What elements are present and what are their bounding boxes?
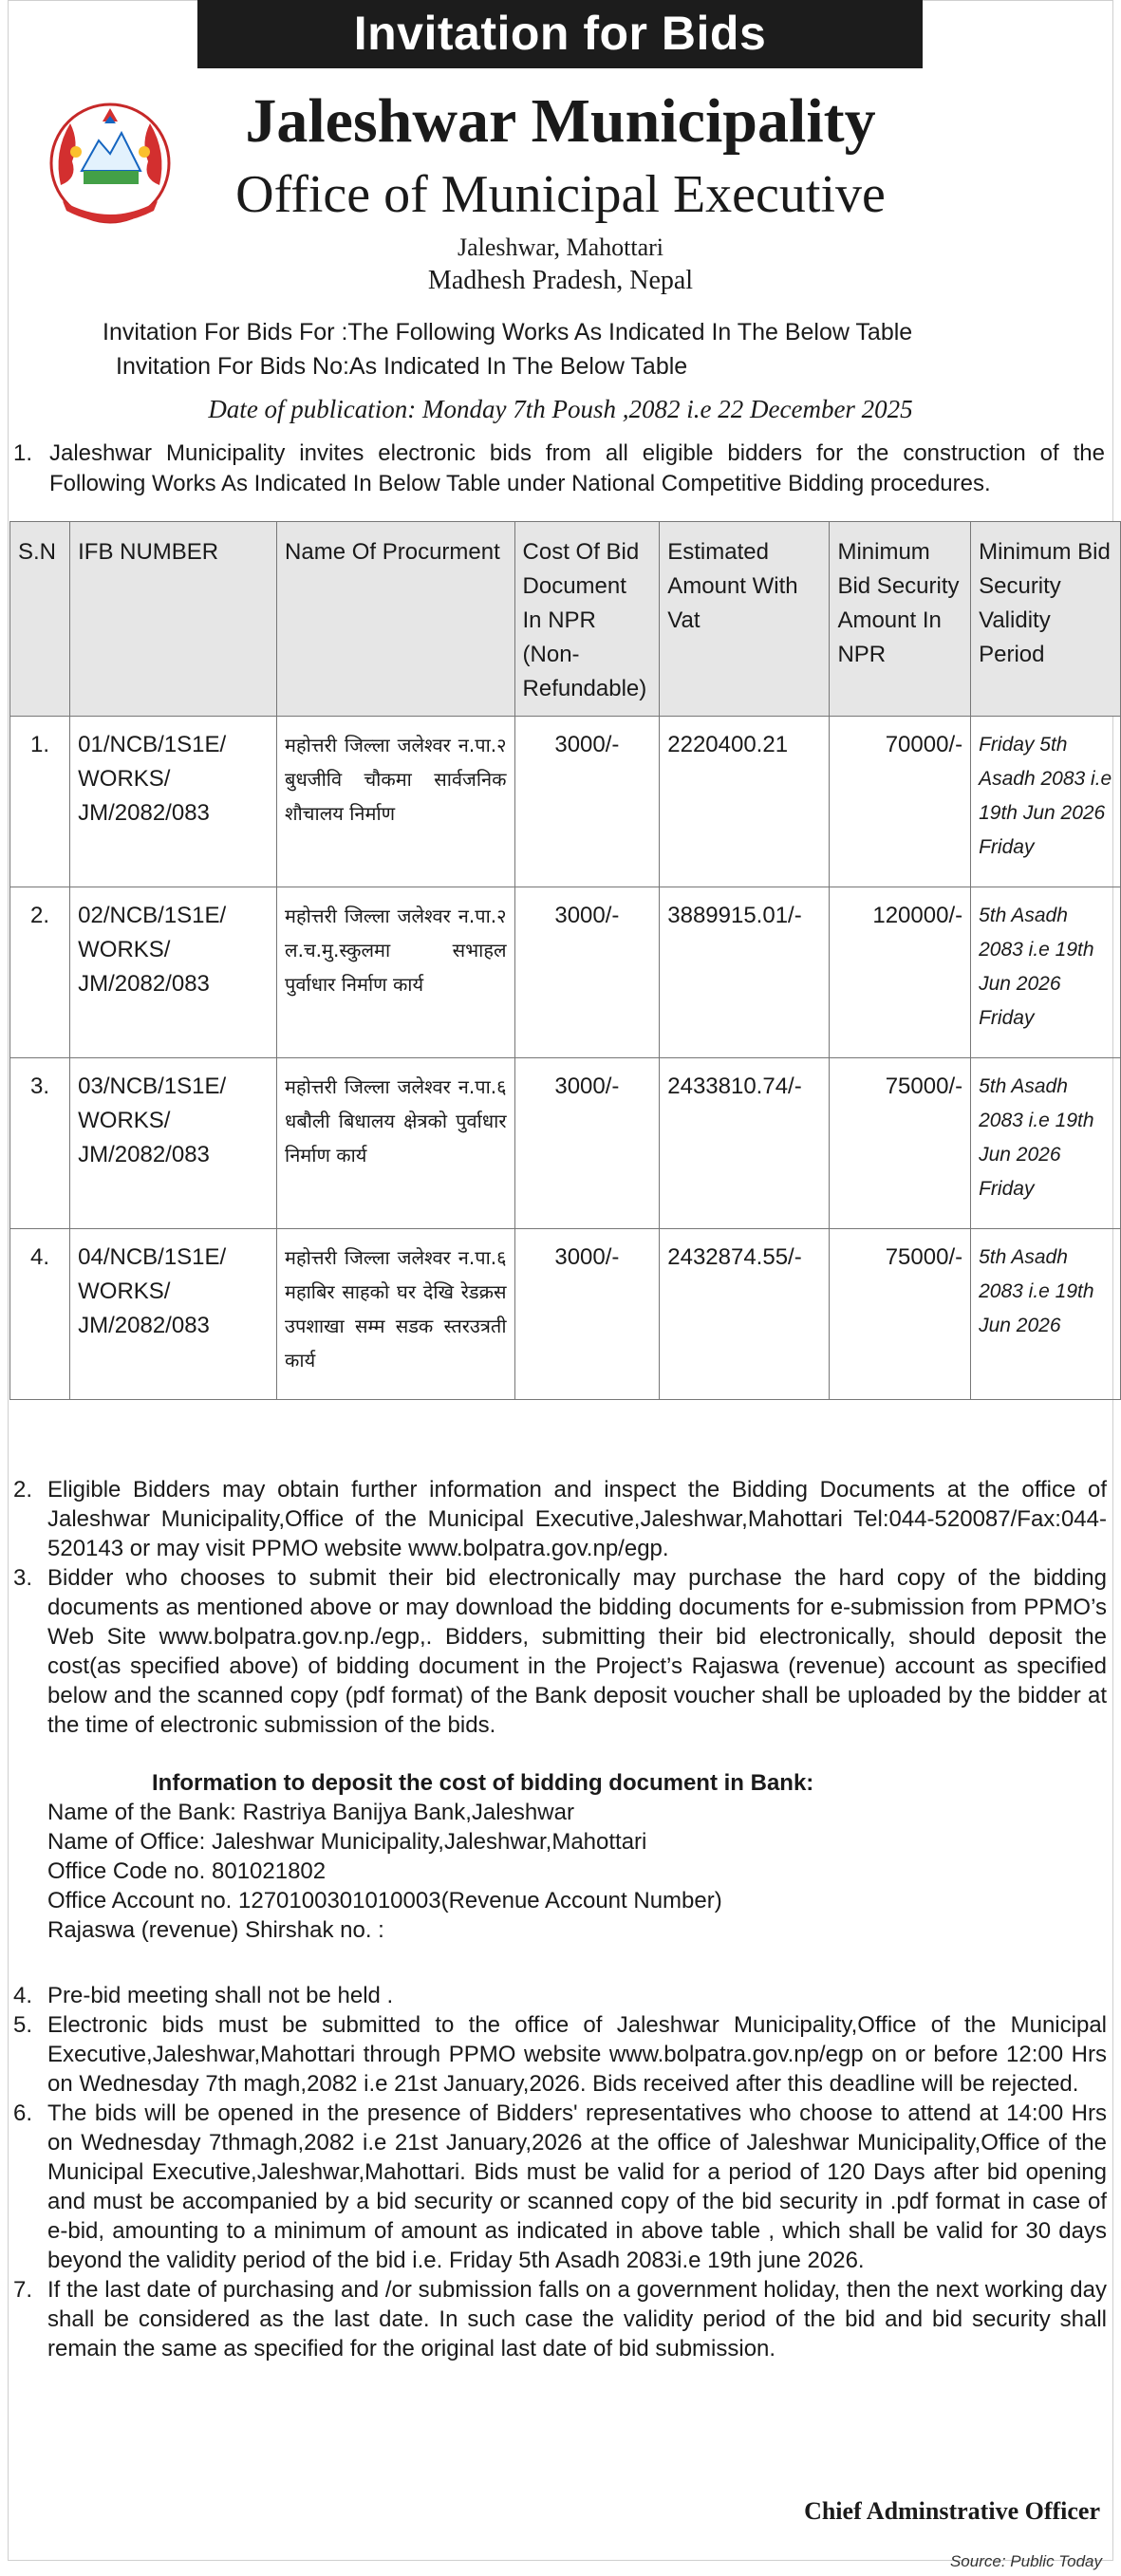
clause-3 — [13, 1563, 1107, 1740]
table-row — [10, 1058, 1121, 1229]
intro-paragraph — [13, 439, 1105, 499]
header-bid-security: Minimum Bid Security Amount In NPR — [830, 522, 971, 717]
clause-text: If the last date of purchasing and /or submission falls on a government holiday, then the next working day shall be considered as the last date. In such case the validity period of the bid and bid security shall remain the same as specified for the original last date of bid submission. — [47, 2277, 1107, 2361]
source-credit: Source: Public Today — [949, 2552, 1102, 2570]
bank-shirshak: Rajaswa (revenue) Shirshak no. : — [47, 1917, 384, 1943]
bank-office-code: Office Code no. 801021802 — [47, 1858, 327, 1884]
cell-sn: 1. — [10, 717, 70, 887]
table-row — [10, 1229, 1121, 1400]
clause-6 — [13, 2099, 1107, 2275]
clause-number: 5. — [13, 2012, 33, 2038]
clause-number: 7. — [13, 2277, 33, 2303]
cell-sn: 2. — [10, 887, 70, 1058]
clause-number: 3. — [13, 1565, 33, 1591]
clause-number: 6. — [13, 2100, 33, 2126]
intro-number: 1. — [13, 440, 33, 466]
notice-body — [13, 1475, 1107, 2363]
cell-cost: 3000/- — [514, 887, 660, 1058]
header-ifb-number: IFB NUMBER — [70, 522, 277, 717]
cell-validity: 5th Asadh 2083 i.e 19th Jun 2026 Friday — [971, 887, 1121, 1058]
cell-security: 75000/- — [830, 1058, 971, 1229]
bids-table — [9, 521, 1121, 1400]
cell-cost: 3000/- — [514, 717, 660, 887]
bank-account: Office Account no. 1270100301010003(Revenue Account Number) — [47, 1888, 722, 1913]
table-row — [10, 887, 1121, 1058]
bank-info — [47, 1768, 1107, 1945]
bank-name: Name of the Bank: Rastriya Banijya Bank,Jaleshwar — [47, 1800, 574, 1825]
invitation-for: Invitation For Bids For :The Following Works As Indicated In The Below Table — [103, 319, 913, 345]
signoff: Chief Adminstrative Officer — [804, 2497, 1100, 2525]
cell-estimate: 2433810.74/- — [660, 1058, 830, 1229]
clause-2 — [13, 1475, 1107, 1563]
cell-estimate: 2220400.21 — [660, 717, 830, 887]
clause-text: Bidder who chooses to submit their bid electronically may purchase the hard copy of the bidding documents as mentioned above or may download the bidding documents for e-submission from PPMO’s Web Site www.bolpatra.gov.np./egp,. Bidders, submitting their bid electronically, should deposit the cost(as specified above) of bidding document in the Project’s Rajaswa (revenue) account as specified below and the scanned copy (pdf format) of the Bank deposit voucher shall be uploaded by the bidder at the time of electronic submission of the bids. — [47, 1565, 1107, 1738]
cell-estimate: 2432874.55/- — [660, 1229, 830, 1400]
cell-procurement: महोत्तरी जिल्ला जलेश्वर न.पा.६ धबौली बिधालय क्षेत्रको पुर्वाधार निर्माण कार्य — [277, 1058, 514, 1229]
cell-security: 120000/- — [830, 887, 971, 1058]
address-line-2: Madhesh Pradesh, Nepal — [427, 266, 694, 295]
cell-procurement: महोत्तरी जिल्ला जलेश्वर न.पा.२ ल.च.मु.स्कुलमा सभाहल पुर्वाधार निर्माण कार्य — [277, 887, 514, 1058]
cell-estimate: 3889915.01/- — [660, 887, 830, 1058]
invitation-number: Invitation For Bids No:As Indicated In The Below Table — [116, 353, 688, 380]
office-name: Office of Municipal Executive — [235, 165, 886, 224]
cell-ifb: 03/NCB/1S1E/ WORKS/ JM/2082/083 — [70, 1058, 277, 1229]
cell-validity: 5th Asadh 2083 i.e 19th Jun 2026 — [971, 1229, 1121, 1400]
cell-cost: 3000/- — [514, 1058, 660, 1229]
header-security-validity: Minimum Bid Security Validity Period — [971, 522, 1121, 717]
cell-sn: 3. — [10, 1058, 70, 1229]
cell-security: 75000/- — [830, 1229, 971, 1400]
clause-number: 2. — [13, 1477, 33, 1503]
table-row — [10, 717, 1121, 887]
clause-text: The bids will be opened in the presence of Bidders' representatives who choose to attend at 14:00 Hrs on Wednesday 7thmagh,2082 i.e 21st January,2026 at the office of Jaleshwar Municipality,Office of the Municipal Executive,Jaleshwar,Mahottari. Bids must be valid for a period of 120 Days after bid opening and must be accompanied by a bid security or scanned copy of the bid security in .pdf format in case of e-bid, amounting to a minimum of amount as indicated in above table , which shall be valid for 30 days beyond the validity period of the bid i.e. Friday 5th Asadh 2083i.e 19th june 2026. — [47, 2100, 1107, 2273]
clause-text: Pre-bid meeting shall not be held . — [47, 1983, 394, 2008]
header-document-cost: Cost Of Bid Document In NPR (Non-Refundable) — [514, 522, 660, 717]
table-header-row — [10, 522, 1121, 717]
cell-validity: Friday 5th Asadh 2083 i.e 19th Jun 2026 Friday — [971, 717, 1121, 887]
cell-security: 70000/- — [830, 717, 971, 887]
cell-sn: 4. — [10, 1229, 70, 1400]
intro-text: Jaleshwar Municipality invites electronic bids from all eligible bidders for the construction of the Following Works As Indicated In Below Table under National Competitive Bidding procedures. — [49, 440, 1105, 496]
clause-4 — [13, 1981, 1107, 2010]
cell-ifb: 01/NCB/1S1E/ WORKS/ JM/2082/083 — [70, 717, 277, 887]
header-estimated-amount: Estimated Amount With Vat — [660, 522, 830, 717]
cell-procurement: महोत्तरी जिल्ला जलेश्वर न.पा.६ महाबिर साहको घर देखि रेडक्रस उपशाखा सम्म सडक स्तरउत्रती कार्य — [277, 1229, 514, 1400]
clause-7 — [13, 2275, 1107, 2363]
clause-text: Eligible Bidders may obtain further information and inspect the Bidding Documents at the office of Jaleshwar Municipality,Office of the Municipal Executive,Jaleshwar,Mahottari Tel:044-520087/Fax:044-520143 or may visit PPMO website www.bolpatra.gov.np/egp. — [47, 1477, 1107, 1561]
cell-validity: 5th Asadh 2083 i.e 19th Jun 2026 Friday — [971, 1058, 1121, 1229]
address-line-1: Jaleshwar, Mahottari — [457, 233, 663, 261]
clause-5 — [13, 2010, 1107, 2099]
bank-office-name: Name of Office: Jaleshwar Municipality,Jaleshwar,Mahottari — [47, 1829, 647, 1855]
clause-number: 4. — [13, 1983, 33, 2008]
municipality-name: Jaleshwar Municipality — [245, 86, 876, 156]
cell-procurement: महोत्तरी जिल्ला जलेश्वर न.पा.२ बुधजीवि चौकमा सार्वजनिक शौचालय निर्माण — [277, 717, 514, 887]
header-procurement-name: Name Of Procurment — [277, 522, 514, 717]
cell-ifb: 04/NCB/1S1E/ WORKS/ JM/2082/083 — [70, 1229, 277, 1400]
clause-text: Electronic bids must be submitted to the office of Jaleshwar Municipality,Office of the Municipal Executive,Jaleshwar,Mahottari through PPMO website www.bolpatra.gov.np/egp on or before 12:00 Hrs on Wednesday 7th magh,2082 i.e 21st January,2026. Bids received after this deadline will be rejected. — [47, 2012, 1107, 2097]
cell-cost: 3000/- — [514, 1229, 660, 1400]
header-sn: S.N — [10, 522, 70, 717]
cell-ifb: 02/NCB/1S1E/ WORKS/ JM/2082/083 — [70, 887, 277, 1058]
publication-date: Date of publication: Monday 7th Poush ,2082 i.e 22 December 2025 — [208, 395, 913, 423]
bank-heading: Information to deposit the cost of bidding document in Bank: — [152, 1770, 814, 1796]
notice-banner: Invitation for Bids — [197, 0, 923, 68]
